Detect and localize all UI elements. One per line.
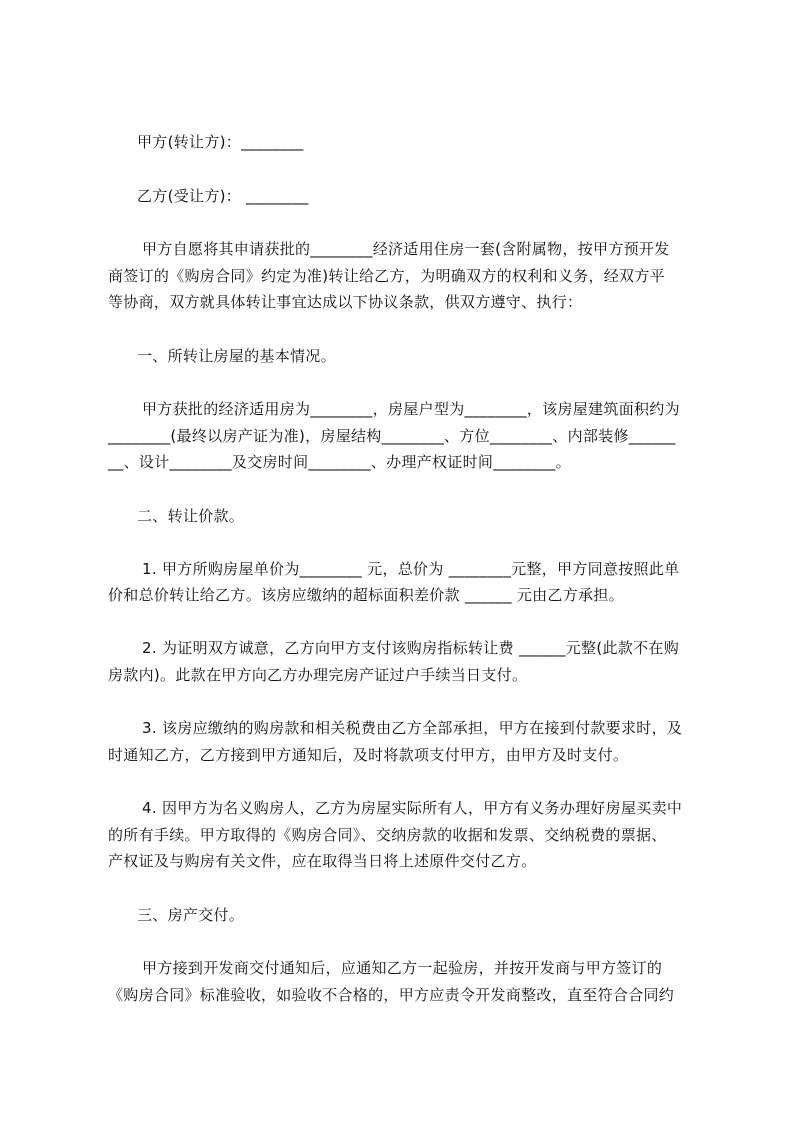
item-2-line-2: 房款内)。此款在甲方向乙方办理完房产证过户手续当日支付。 [108, 666, 528, 684]
item-2-line-1: 2. 为证明双方诚意，乙方向甲方支付该购房指标转让费 ______元整(此款不在购 [142, 639, 680, 657]
section-1-line-2: ________(最终以房产证为准)，房屋结构________、方位________、内部装修______ [108, 427, 676, 445]
item-1-line-1: 1. 甲方所购房屋单价为________ 元，总价为 ________元整，甲方同意按照此单 [142, 560, 680, 578]
item-1-line-2: 价和总价转让给乙方。该房应缴纳的超标面积差价款 ______ 元由乙方承担。 [108, 586, 624, 604]
intro-line-1: 甲方自愿将其申请获批的________经济适用住房一套(含附属物，按甲方预开发 [142, 240, 670, 258]
party-b-line: 乙方(受让方)： ________ [137, 187, 309, 205]
section-1-line-1: 甲方获批的经济适用房为________，房屋户型为________，该房屋建筑面积约为 [142, 400, 680, 418]
party-a-line: 甲方(转让方)：________ [137, 133, 304, 151]
section-1-heading: 一、所转让房屋的基本情况。 [137, 347, 336, 365]
section-2-heading: 二、转让价款。 [137, 507, 245, 525]
section-1-line-3: __、设计________及交房时间________、办理产权证时间________。 [108, 453, 571, 471]
section-3-heading: 三、房产交付。 [137, 906, 245, 924]
item-4-line-1: 4. 因甲方为名义购房人，乙方为房屋实际所有人，甲方有义务办理好房屋买卖中 [142, 799, 683, 817]
section-3-line-1: 甲方接到开发商交付通知后，应通知乙方一起验房，并按开发商与甲方签订的 [142, 959, 663, 977]
intro-line-2: 商签订的《购房合同》约定为准)转让给乙方，为明确双方的权利和义务，经双方平 [108, 267, 665, 285]
section-3-line-2: 《购房合同》标准验收，如验收不合格的，甲方应责令开发商整改，直至符合合同约 [108, 986, 675, 1004]
item-4-line-2: 的所有手续。甲方取得的《购房合同》、交纳房款的收据和发票、交纳税费的票据、 [108, 826, 667, 844]
item-3-line-1: 3. 该房应缴纳的购房款和相关税费由乙方全部承担，甲方在接到付款要求时，及 [142, 719, 683, 737]
intro-line-3: 等协商，双方就具体转让事宜达成以下协议条款，供双方遵守、执行： [108, 293, 583, 311]
item-3-line-2: 时通知乙方，乙方接到甲方通知后，及时将款项支付甲方，由甲方及时支付。 [108, 746, 629, 764]
item-4-line-3: 产权证及与购房有关文件，应在取得当日将上述原件交付乙方。 [108, 852, 537, 870]
